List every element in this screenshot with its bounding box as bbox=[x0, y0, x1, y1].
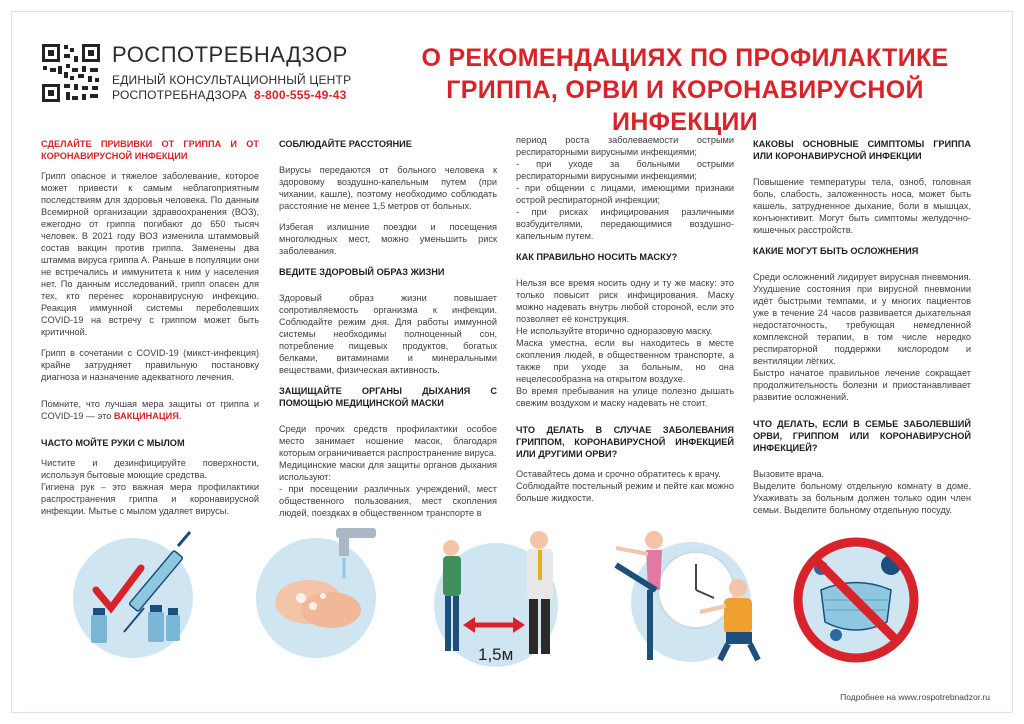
paragraph: Грипп в сочетании с COVID-19 (микст-инфекция) крайне затрудняет правильную постановку диагноза и назначение адекватного лечения. bbox=[41, 348, 259, 382]
heading-how-wear-mask: КАК ПРАВИЛЬНО НОСИТЬ МАСКУ? bbox=[516, 252, 678, 262]
clock-icon bbox=[658, 552, 734, 628]
text: Помните, что лучшая мера защиты от гриппа и COVID-19 — это bbox=[41, 399, 259, 421]
paragraph: Здоровый образ жизни повышает сопротивляемость организма к инфекции. Соблюдайте режим дня. Для работы иммунной системы необходимы полноценный сон, потребление пищевых продуктов, богатых белками, витаминами и минеральными веществами, физическая активность. bbox=[279, 293, 497, 375]
text: . bbox=[178, 411, 182, 421]
distance-label: 1,5м bbox=[478, 645, 514, 664]
qr-code-icon bbox=[40, 42, 102, 104]
paragraph: - при посещении различных учреждений, мест общественного пользования, мест скопления людей, поездках в общественном транспорте в bbox=[279, 484, 497, 518]
footer-link[interactable]: Подробнее на www.rospotrebnadzor.ru bbox=[840, 692, 990, 702]
org-sub-line2-text: РОСПОТРЕБНАДЗОРА bbox=[112, 88, 247, 102]
heading-symptoms: КАКОВЫ ОСНОВНЫЕ СИМПТОМЫ ГРИППА ИЛИ КОРОНАВИРУСНОЙ ИНФЕКЦИИ bbox=[753, 139, 971, 161]
paragraph: Не используйте вторично одноразовую маску. bbox=[516, 326, 713, 336]
phone-number[interactable]: 8-800-555-49-43 bbox=[254, 88, 347, 102]
paragraph: Нельзя все время носить одну и ту же маску: это только повысит риск инфицирования. Маску можно надевать внутрь любой стороной, если это позволяет её конструкция. bbox=[516, 278, 734, 324]
paragraph: Во время пребывания на улице полезно дышать свежим воздухом и маску надевать не стоит. bbox=[516, 386, 734, 408]
paragraph: - при общении с лицами, имеющими признаки острой респираторной инфекции; bbox=[516, 183, 734, 205]
paragraph: Вирусы передаются от больного человека к здоровому воздушно-капельным путем (при чихании, кашле), поэтому необходимо соблюдать расстояние не менее 1,5 метров от больных. bbox=[279, 165, 497, 211]
paragraph: Среди прочих средств профилактики особое место занимает ношение масок, благодаря которым ограничивается распространение вируса. bbox=[279, 424, 497, 458]
title-line2: ГРИППА, ОРВИ И КОРОНАВИРУСНОЙ ИНФЕКЦИИ bbox=[446, 76, 924, 136]
title-line1: О РЕКОМЕНДАЦИЯХ ПО ПРОФИЛАКТИКЕ bbox=[421, 44, 949, 72]
vaccination-illustration bbox=[66, 520, 201, 660]
paragraph: Соблюдайте постельный режим и пейте как можно больше жидкости. bbox=[516, 481, 734, 503]
paragraph: - при рисках инфицирования различными возбудителями, передающимися воздушно-капельным путем. bbox=[516, 207, 734, 241]
heading-healthy-lifestyle: ВЕДИТЕ ЗДОРОВЫЙ ОБРАЗ ЖИЗНИ bbox=[279, 267, 445, 277]
org-block bbox=[112, 42, 351, 103]
heading-mask-protection: ЗАЩИЩАЙТЕ ОРГАНЫ ДЫХАНИЯ С ПОМОЩЬЮ МЕДИЦИНСКОЙ МАСКИ bbox=[279, 386, 497, 408]
page-title bbox=[385, 42, 985, 138]
paragraph: Чистите и дезинфицируйте поверхности, используя бытовые моющие средства. bbox=[41, 458, 259, 480]
header bbox=[40, 40, 990, 136]
column-1 bbox=[41, 138, 259, 526]
paragraph: Среди осложнений лидирует вирусная пневмония. Ухудшение состояния при вирусной пневмонии идёт быстрыми темпами, и у многих пациентов уже в течение 24 часов развивается дыхательная недостаточность, требующая немедленной комплексной терапии, в том числе нередко респираторной поддержки кислородом и вентиляции лёгких. bbox=[753, 272, 971, 366]
paragraph: Грипп опасное и тяжелое заболевание, которое может привести к самым неблагоприятным последствиям для здоровья человека. По данным Всемирной организации здравоохранения (ВОЗ), ежегодно от гриппа погибают до 650 тысяч человек. В 2021 году ВОЗ изменила штаммовый состав вакцин против гриппа. Заменены два штамма вируса гриппа А. Раньше в популяции они не встречались и иммунитета к ним у населения нет. По данным исследований, грипп опасен для тех, кто перенес коронавирусную инфекцию. Реакция иммунной системы переболевших COVID-19 на встречу с гриппом может быть критичной. bbox=[41, 171, 259, 337]
handwashing-illustration bbox=[241, 520, 391, 660]
paragraph-vaccination-reminder bbox=[41, 398, 259, 422]
org-sub-line2 bbox=[112, 88, 351, 103]
org-sub-line1: ЕДИНЫЙ КОНСУЛЬТАЦИОННЫЙ ЦЕНТР bbox=[112, 73, 352, 87]
column-4 bbox=[753, 138, 971, 525]
paragraph: Быстро начатое правильное лечение сокращает продолжительность болезни и приостанавливает развитие осложнений. bbox=[753, 368, 971, 402]
column-2 bbox=[279, 138, 497, 528]
healthy-lifestyle-illustration bbox=[596, 520, 771, 670]
distance-illustration bbox=[421, 520, 571, 670]
paragraph: Гигиена рук – это важная мера профилактики распространения гриппа и коронавирусной инфекции. Мытье с мылом удаляет вирусы. bbox=[41, 482, 259, 516]
paragraph: Оставайтесь дома и срочно обратитесь к врачу. bbox=[516, 469, 721, 479]
heading-complications: КАКИЕ МОГУТ БЫТЬ ОСЛОЖНЕНИЯ bbox=[753, 246, 919, 256]
paragraph: Выделите больному отдельную комнату в доме. Ухаживать за больным должен только один член семьи. Выделите больному отдельную посуду. bbox=[753, 481, 971, 515]
mask-no-virus-illustration bbox=[781, 520, 931, 670]
paragraph: Повышение температуры тела, озноб, головная боль, слабость, заложенность носа, может быть кашель, затрудненное дыхание, боли в мышцах, конъюнктивит. Могут быть симптомы желудочно-кишечных расстройств. bbox=[753, 177, 971, 235]
paragraph: Медицинские маски для защиты органов дыхания используют: bbox=[279, 460, 497, 482]
paragraph: Вызовите врача. bbox=[753, 469, 825, 479]
paragraph: Избегая излишние поездки и посещения многолюдных мест, можно уменьшить риск заболевания. bbox=[279, 222, 497, 256]
paragraph: период роста заболеваемости острыми респираторными вирусными инфекциями; bbox=[516, 135, 734, 157]
heading-vaccination: СДЕЛАЙТЕ ПРИВИВКИ ОТ ГРИППА И ОТ КОРОНАВИРУСНОЙ ИНФЕКЦИИ bbox=[41, 139, 259, 161]
paragraph: - при уходе за больными острыми респираторными вирусными инфекциями; bbox=[516, 159, 734, 181]
heading-distance: СОБЛЮДАЙТЕ РАССТОЯНИЕ bbox=[279, 139, 412, 149]
column-3 bbox=[516, 134, 734, 513]
paragraph: Маска уместна, если вы находитесь в месте скопления людей, в общественном транспорте, а также при уходе за больным, но она нецелесообразна на открытом воздухе. bbox=[516, 338, 734, 384]
illustrations-row bbox=[66, 520, 976, 680]
heading-what-to-do-if-sick: ЧТО ДЕЛАТЬ В СЛУЧАЕ ЗАБОЛЕВАНИЯ ГРИППОМ, КОРОНАВИРУСНОЙ ИНФЕКЦИЕЙ ИЛИ ДРУГИМИ ОРВИ? bbox=[516, 425, 734, 459]
heading-wash-hands: ЧАСТО МОЙТЕ РУКИ С МЫЛОМ bbox=[41, 438, 185, 448]
vaccination-highlight: ВАКЦИНАЦИЯ bbox=[113, 411, 179, 421]
org-name: РОСПОТРЕБНАДЗОР bbox=[112, 42, 348, 67]
heading-family-member-sick: ЧТО ДЕЛАТЬ, ЕСЛИ В СЕМЬЕ ЗАБОЛЕВШИЙ ОРВИ, ГРИППОМ ИЛИ КОРОНАВИРУСНОЙ ИНФЕКЦИЕЙ? bbox=[753, 419, 971, 453]
org-subtitle bbox=[112, 73, 351, 103]
text-columns bbox=[41, 135, 976, 518]
